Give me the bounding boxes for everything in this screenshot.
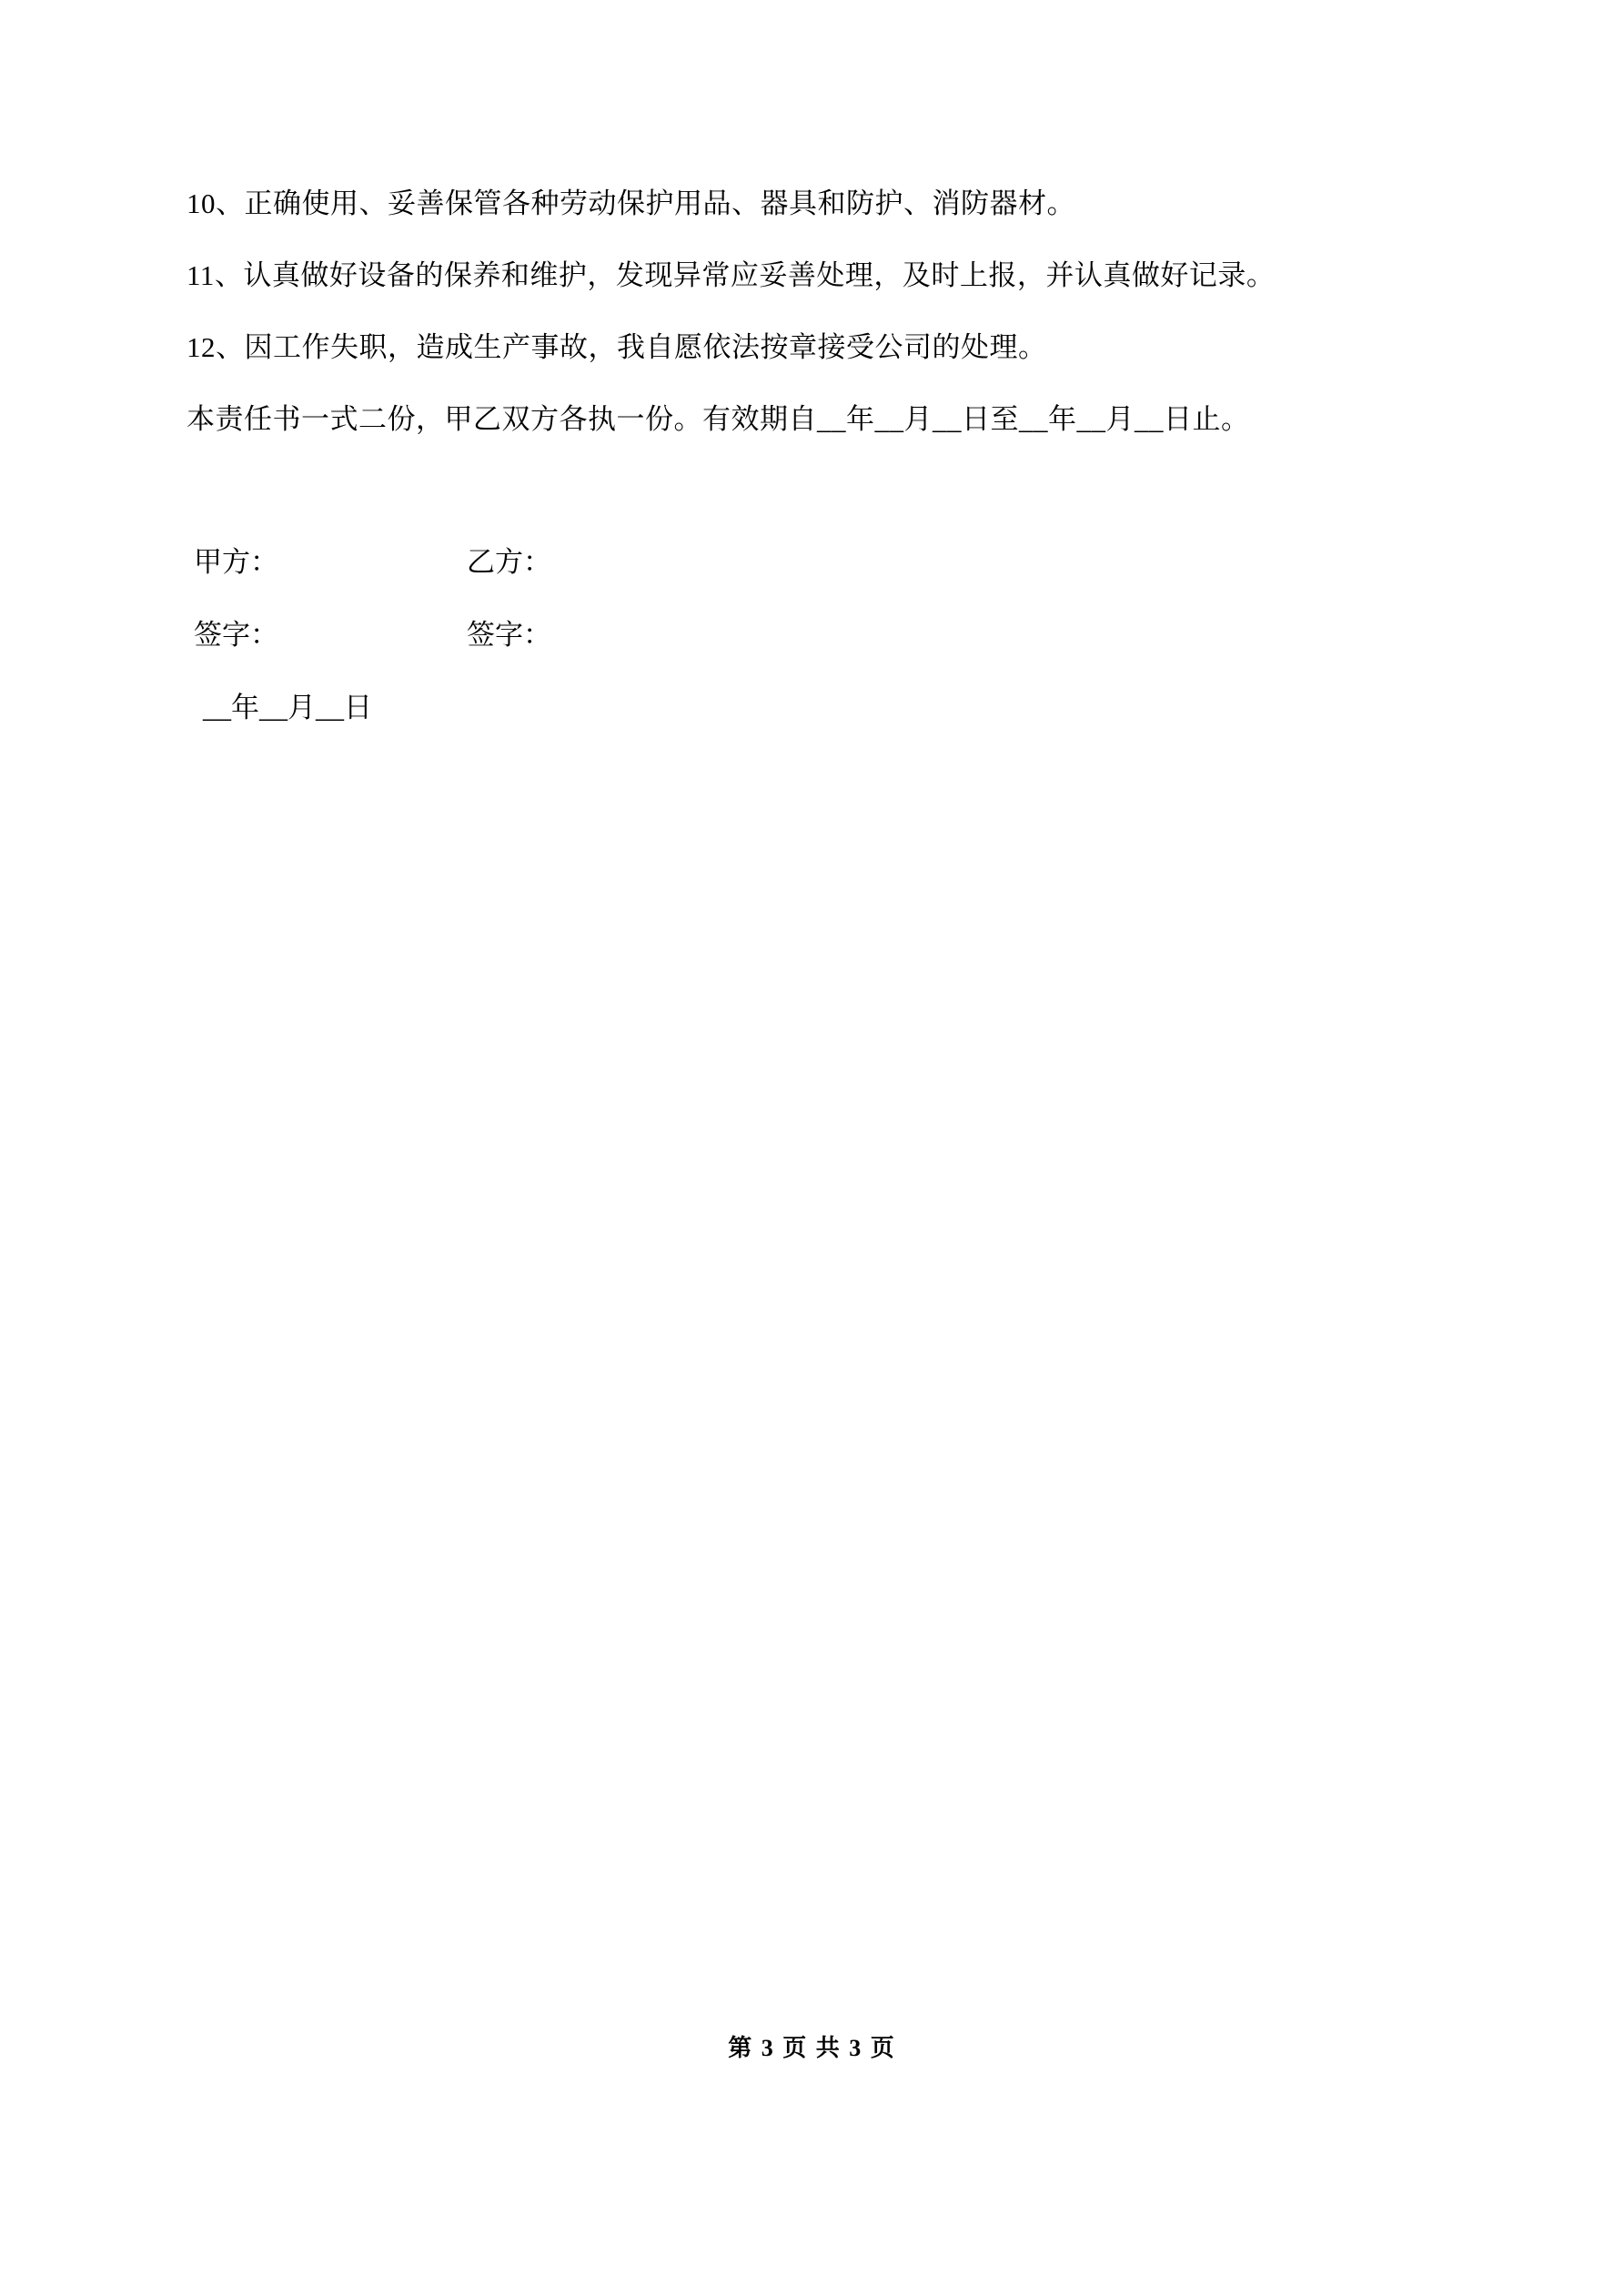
signature-party-row xyxy=(187,541,1451,584)
body-paragraph-validity: 本责任书一式二份，甲乙双方各执一份。有效期自__年__月__日至__年__月__日止。 xyxy=(187,403,1250,436)
party-a-signature-label: 签字： xyxy=(194,619,278,652)
party-b-label: 乙方： xyxy=(467,546,551,579)
party-b-signature-label: 签字： xyxy=(467,619,551,652)
body-paragraph-10: 10、正确使用、妥善保管各种劳动保护用品、器具和防护、消防器材。 xyxy=(187,187,1075,219)
party-a-label: 甲方： xyxy=(194,546,278,579)
signature-date-line: __年__月__日 xyxy=(203,692,372,724)
body-paragraph-12: 12、因工作失职，造成生产事故，我自愿依法按章接受公司的处理。 xyxy=(187,331,1047,364)
document-content xyxy=(187,182,1451,730)
body-paragraph-11: 11、认真做好设备的保养和维护，发现异常应妥善处理，及时上报，并认真做好记录。 xyxy=(187,259,1276,292)
page-top-edge xyxy=(0,0,1624,3)
signature-spacer xyxy=(187,470,1451,541)
page-footer: 第 3 页 共 3 页 xyxy=(728,2035,896,2061)
signature-sign-row xyxy=(187,613,1451,657)
